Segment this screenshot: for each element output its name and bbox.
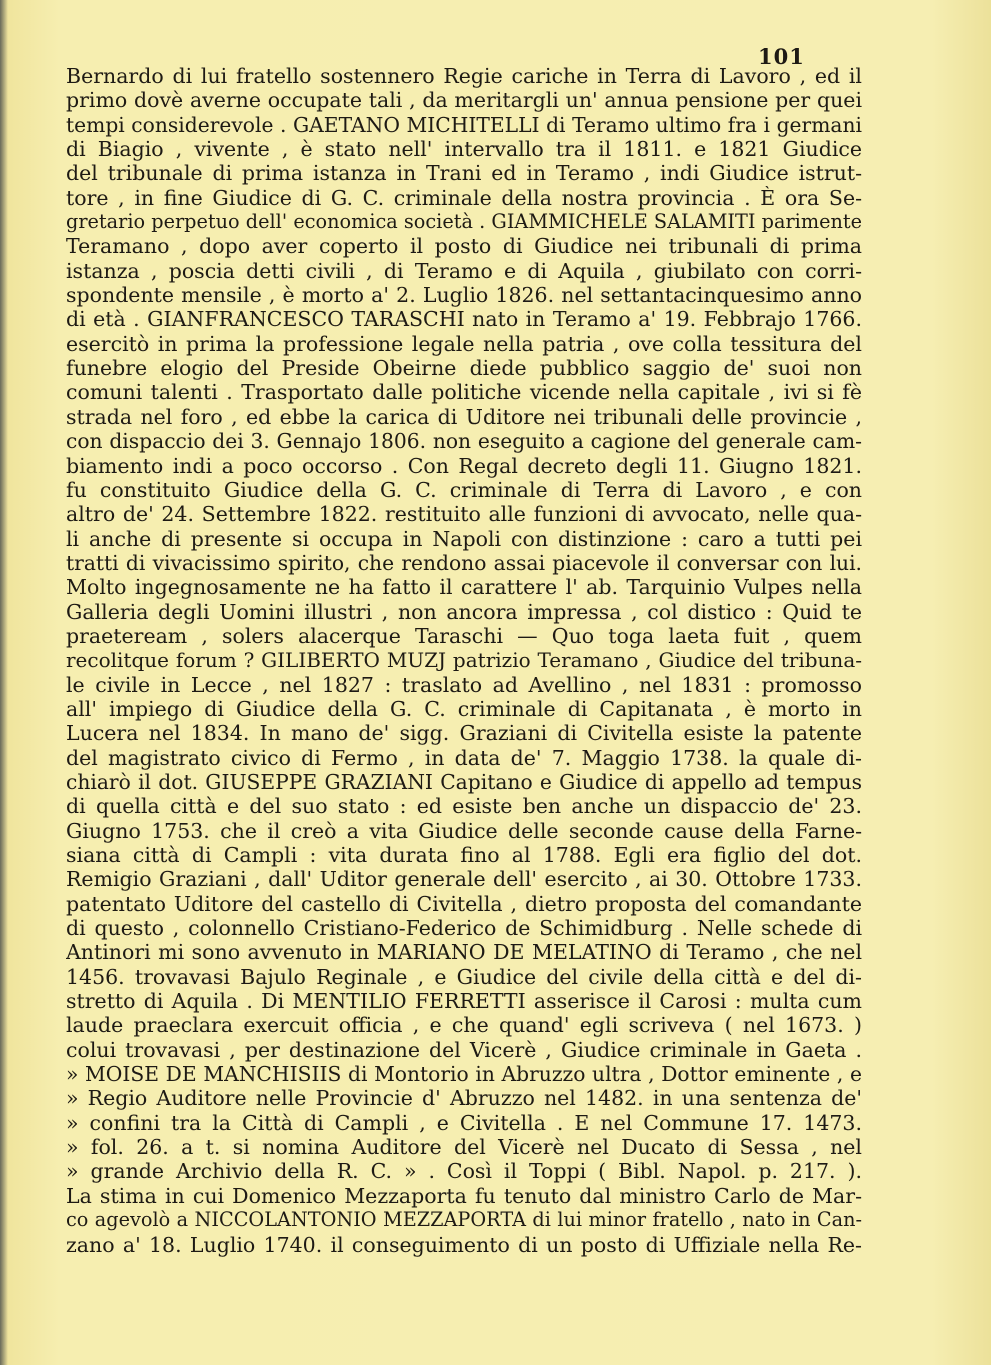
binding-shadow [0, 0, 8, 1365]
text-line: all' impiego di Giudice della G. C. criminale di Capitanata , è morto in [66, 696, 862, 721]
text-line: Molto ingegnosamente ne ha fatto il carattere l' ab. Tarquinio Vulpes nella [66, 575, 862, 600]
text-line: stretto di Aquila . Di MENTILIO FERRETTI asserisce il Carosi : multa cum [66, 989, 862, 1014]
text-line: praeteream , solers alacerque Taraschi — Quo toga laeta fuit , quem [66, 623, 862, 648]
text-line: di quella città e del suo stato : ed esiste ben anche un dispaccio de' 23. [66, 794, 862, 819]
text-line: tratti di vivacissimo spirito, che rendono assai piacevole il conversar con lui. [66, 550, 862, 575]
text-line: esercitò in prima la professione legale nella patria , ove colla tessitura del [66, 331, 862, 356]
text-line: Lucera nel 1834. In mano de' sigg. Graziani di Civitella esiste la patente [66, 721, 862, 746]
text-line: biamento indi a poco occorso . Con Regal decreto degli 11. Giugno 1821. [66, 453, 862, 478]
text-line: primo dovè averne occupate tali , da meritargli un' annua pensione per quei [66, 88, 862, 113]
text-line: gretario perpetuo dell' economica società . GIAMMICHELE SALAMITI parimente [66, 210, 862, 234]
text-line: co agevolò a NICCOLANTONIO MEZZAPORTA di lui minor fratello , nato in Can- [66, 1208, 862, 1232]
text-line: zano a' 18. Luglio 1740. il conseguimento di un posto di Uffiziale nella Re- [66, 1232, 862, 1257]
text-line: siana città di Campli : vita durata fino al 1788. Egli era figlio del dot. [66, 843, 862, 867]
text-line: Remigio Graziani , dall' Uditor generale dell' esercito , ai 30. Ottobre 1733. [66, 867, 862, 892]
text-line: tore , in fine Giudice di G. C. criminale della nostra provincia . È ora Se- [66, 185, 862, 210]
text-line: » fol. 26. a t. si nomina Auditore del Vicerè nel Ducato di Sessa , nel [66, 1135, 862, 1160]
text-line: Antinori mi sono avvenuto in MARIANO DE MELATINO di Teramo , che nel [66, 940, 862, 965]
text-line: fu constituito Giudice della G. C. criminale di Terra di Lavoro , e con [66, 477, 862, 502]
text-line: altro de' 24. Settembre 1822. restituito alle funzioni di avvocato, nelle qua- [66, 502, 862, 527]
text-line: » confini tra la Città di Campli , e Civitella . E nel Commune 17. 1473. [66, 1110, 862, 1135]
text-line: patentato Uditore del castello di Civitella , dietro proposta del comandante [66, 891, 862, 916]
text-line: li anche di presente si occupa in Napoli con distinzione : caro a tutti pei [66, 526, 862, 551]
text-line: 1456. trovavasi Bajulo Reginale , e Giudice del civile della città e del di- [66, 964, 862, 989]
text-line: La stima in cui Domenico Mezzaporta fu tenuto dal ministro Carlo de Mar- [66, 1183, 862, 1208]
text-line: strada nel foro , ed ebbe la carica di Uditore nei tribunali delle provincie , [66, 404, 862, 429]
text-line: » grande Archivio della R. C. » . Così il Toppi ( Bibl. Napol. p. 217. ). [66, 1159, 862, 1184]
text-line: di Biagio , vivente , è stato nell' intervallo tra il 1811. e 1821 Giudice [66, 137, 862, 162]
text-line: funebre elogio del Preside Obeirne diede pubblico saggio de' suoi non [66, 356, 862, 381]
text-line: tempi considerevole . GAETANO MICHITELLI di Teramo ultimo fra i germani [66, 112, 862, 137]
text-line: di questo , colonnello Cristiano-Federico de Schimidburg . Nelle schede di [66, 916, 862, 941]
text-line: Giugno 1753. che il creò a vita Giudice delle seconde cause della Farne- [66, 818, 862, 843]
text-line: chiarò il dot. GIUSEPPE GRAZIANI Capitano e Giudice di appello ad tempus [66, 769, 862, 794]
text-line: Teramano , dopo aver coperto il posto di Giudice nei tribunali di prima [66, 234, 862, 259]
body-text [66, 64, 862, 1257]
text-line: istanza , poscia detti civili , di Teramo e di Aquila , giubilato con corri- [66, 258, 862, 283]
text-line: Bernardo di lui fratello sostennero Regie cariche in Terra di Lavoro , ed il [66, 64, 862, 88]
text-line: laude praeclara exercuit officia , e che quand' egli scriveva ( nel 1673. ) [66, 1013, 862, 1038]
text-line: » MOISE DE MANCHISIIS di Montorio in Abruzzo ultra , Dottor eminente , e [66, 1062, 862, 1087]
text-line: di età . GIANFRANCESCO TARASCHI nato in Teramo a' 19. Febbrajo 1766. [66, 307, 862, 332]
page-number: 101 [758, 44, 805, 69]
text-line: con dispaccio dei 3. Gennajo 1806. non eseguito a cagione del generale cam- [66, 429, 862, 454]
text-line: del magistrato civico di Fermo , in data de' 7. Maggio 1738. la quale di- [66, 745, 862, 770]
text-line: colui trovavasi , per destinazione del Vicerè , Giudice criminale in Gaeta . [66, 1037, 862, 1062]
text-line: spondente mensile , è morto a' 2. Luglio 1826. nel settantacinquesimo anno [66, 283, 862, 308]
text-line: comuni talenti . Trasportato dalle politiche vicende nella capitale , ivi si fè [66, 380, 862, 405]
text-line: le civile in Lecce , nel 1827 : traslato ad Avellino , nel 1831 : promosso [66, 672, 862, 697]
text-line: recolitque forum ? GILIBERTO MUZJ patrizio Teramano , Giudice del tribuna- [66, 648, 862, 673]
text-line: » Regio Auditore nelle Provincie d' Abruzzo nel 1482. in una sentenza de' [66, 1086, 862, 1111]
text-line: del tribunale di prima istanza in Trani ed in Teramo , indi Giudice istrut- [66, 161, 862, 186]
text-line: Galleria degli Uomini illustri , non ancora impressa , col distico : Quid te [66, 599, 862, 624]
